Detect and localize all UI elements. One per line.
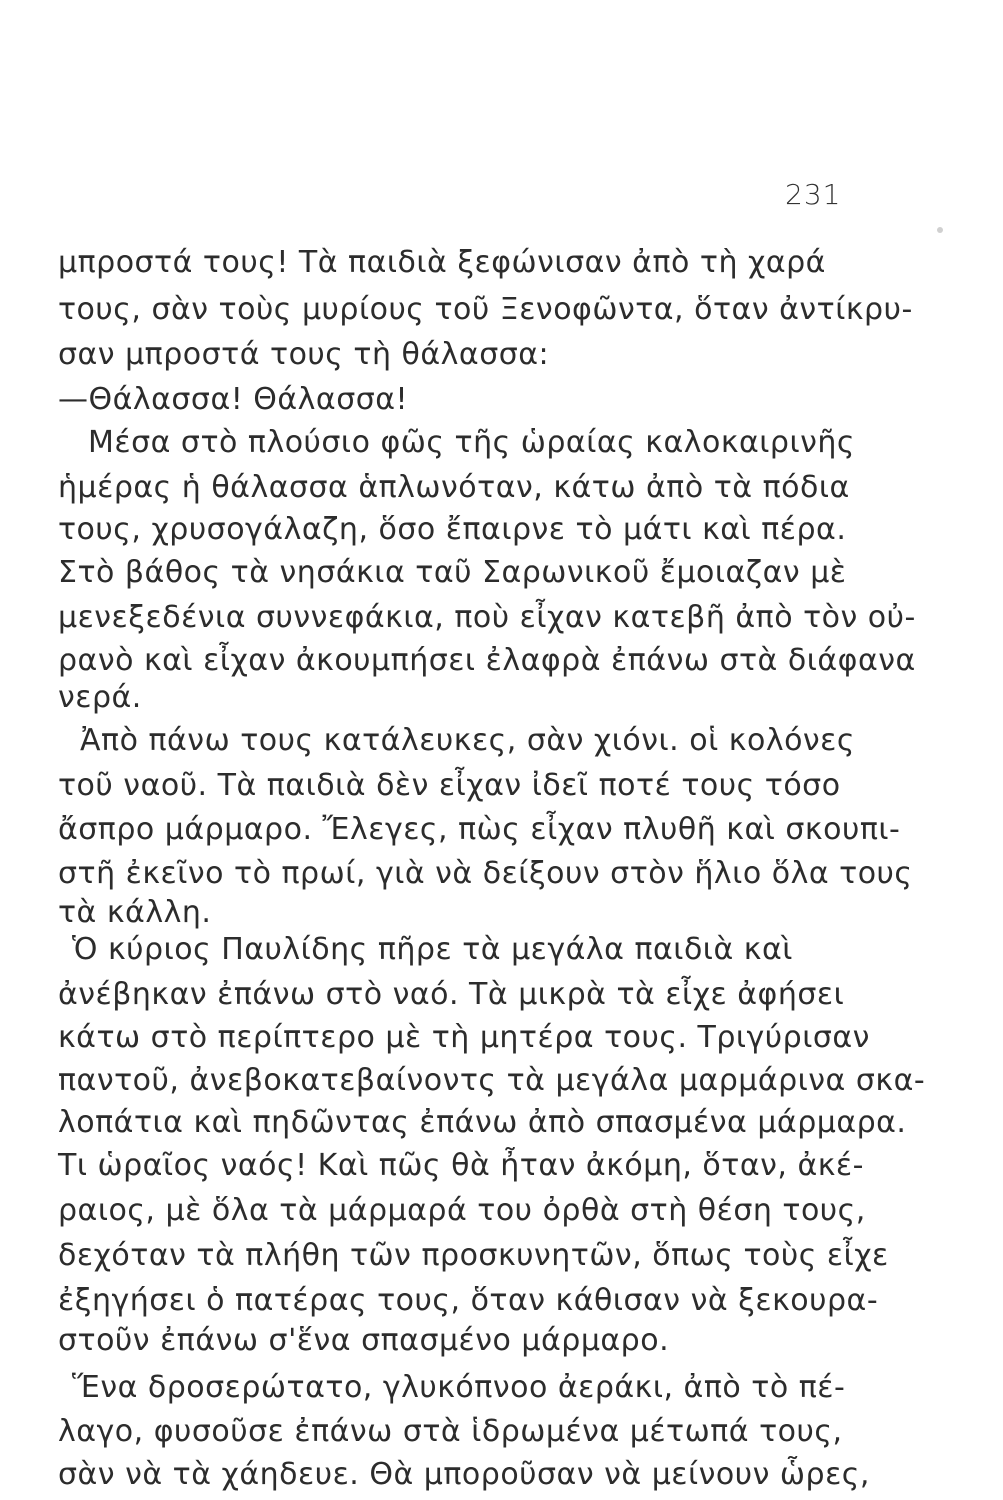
text-line: Στὸ βάθος τὰ νησάκια ταῦ Σαρωνικοῦ ἔμοιαζαν μὲ: [58, 555, 847, 590]
text-line: ἄσπρο μάρμαρο. Ἔλεγες, πὼς εἶχαν πλυθῆ καὶ σκουπι-: [58, 812, 901, 847]
text-line: ρανὸ καὶ εἶχαν ἀκουμπήσει ἐλαφρὰ ἐπάνω στὰ διάφανα: [58, 643, 916, 678]
text-line: τους, χρυσογάλαζη, ὅσο ἔπαιρνε τὸ μάτι καὶ πέρα.: [58, 512, 847, 547]
text-line: Μέσα στὸ πλούσιο φῶς τῆς ὡραίας καλοκαιρινῆς: [88, 425, 856, 460]
text-line: Τι ὡραῖος ναός! Καὶ πῶς θὰ ἦταν ἀκόμη, ὅταν, ἀκέ-: [58, 1148, 864, 1183]
text-line: Ἀπὸ πάνω τους κατάλευκες, σὰν χιόνι. οἱ κολόνες: [80, 723, 856, 758]
text-line: ἡμέρας ἡ θάλασσα ἁπλωνόταν, κάτω ἀπὸ τὰ πόδια: [58, 470, 850, 505]
text-line: τοῦ ναοῦ. Τὰ παιδιὰ δὲν εἶχαν ἰδεῖ ποτέ τους τόσο: [58, 768, 841, 803]
text-line: στοῦν ἐπάνω σ'ἕνα σπασμένο μάρμαρο.: [58, 1323, 670, 1358]
text-line: τὰ κάλλη.: [58, 895, 212, 930]
text-line: λοπάτια καὶ πηδῶντας ἐπάνω ἀπὸ σπασμένα μάρμαρα.: [58, 1105, 907, 1140]
text-line: στῆ ἐκεῖνο τὸ πρωί, γιὰ νὰ δείξουν στὸν ἥλιο ὅλα τους: [58, 856, 913, 891]
text-line: σὰν νὰ τὰ χάηδευε. Θὰ μποροῦσαν νὰ μείνουν ὧρες,: [58, 1457, 870, 1492]
text-line: παντοῦ, ἀνεβοκατεβαίνοντς τὰ μεγάλα μαρμάρινα σκα-: [58, 1063, 926, 1098]
text-line: νερά.: [58, 680, 142, 715]
text-line: ραιος, μὲ ὅλα τὰ μάρμαρά του ὀρθὰ στὴ θέση τους,: [58, 1193, 866, 1228]
text-line: ἐξηγήσει ὁ πατέρας τους, ὅταν κάθισαν νὰ ξεκουρα-: [58, 1283, 879, 1318]
text-line: ἀνέβηκαν ἐπάνω στὸ ναό. Τὰ μικρὰ τὰ εἶχε ἀφήσει: [58, 977, 845, 1012]
text-line: σαν μπροστά τους τὴ θάλασσα:: [58, 337, 550, 372]
text-line: κάτω στὸ περίπτερο μὲ τὴ μητέρα τους. Τριγύρισαν: [58, 1020, 870, 1055]
text-line: λαγο, φυσοῦσε ἐπάνω στὰ ἱδρωμένα μέτωπά τους,: [58, 1414, 843, 1449]
text-line: δεχόταν τὰ πλήθη τῶν προσκυνητῶν, ὅπως τοὺς εἶχε: [58, 1238, 889, 1273]
text-line: Ὁ κύριος Παυλίδης πῆρε τὰ μεγάλα παιδιὰ καὶ: [72, 932, 793, 967]
text-line: Ἕνα δροσερώτατο, γλυκόπνοο ἀεράκι, ἀπὸ τὸ πέ-: [72, 1370, 846, 1405]
text-line: τους, σὰν τοὺς μυρίους τοῦ Ξενοφῶντα, ὅταν ἀντίκρυ-: [58, 292, 913, 327]
text-line: μενεξεδένια συννεφάκια, ποὺ εἶχαν κατεβῆ ἀπὸ τὸν οὐ-: [58, 600, 916, 635]
page-number: 231: [785, 178, 842, 211]
scan-speck: [937, 227, 943, 233]
text-line: —Θάλασσα! Θάλασσα!: [58, 382, 409, 417]
text-line: μπροστά τους! Τὰ παιδιὰ ξεφώνισαν ἀπὸ τὴ χαρά: [58, 245, 826, 280]
